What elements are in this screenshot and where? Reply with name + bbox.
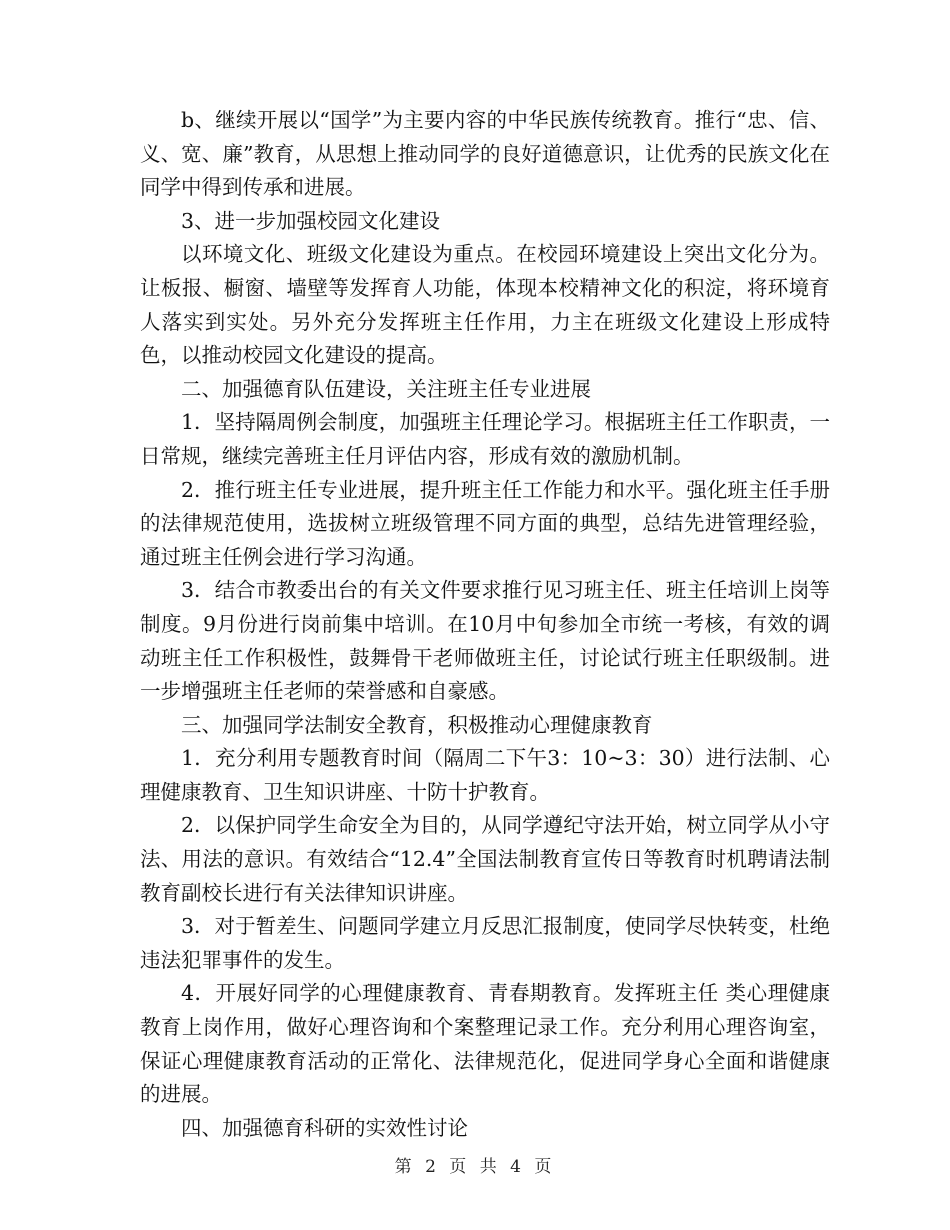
paragraph-three-item-2: 2．以保护同学生命安全为目的，从同学遵纪守法开始，树立同学从小守法、用法的意识。有效结合“12.4”全国法制教育宣传日等教育时机聘请法制教育副校长进行有关法律知识讲座。 xyxy=(140,813,830,905)
paragraph-two-item-2: 2．推行班主任专业进展，提升班主任工作能力和水平。强化班主任手册的法律规范使用，选拔树立班级管理不同方面的典型，总结先进管理经验，通过班主任例会进行学习沟通。 xyxy=(140,477,830,569)
paragraph-three-item-1: 1．充分利用专题教育时间（隔周二下午3：10~3：30）进行法制、心理健康教育、卫生知识讲座、十防十护教育。 xyxy=(140,746,830,804)
paragraph-traditional-education: b、继续开展以“国学”为主要内容的中华民族传统教育。推行“忠、信、义、宽、廉”教育，从思想上推动同学的良好道德意识，让优秀的民族文化在同学中得到传承和进展。 xyxy=(140,108,830,200)
paragraph-two-item-3: 3．结合市教委出台的有关文件要求推行见习班主任、班主任培训上岗等制度。9月份进行岗前集中培训。在10月中旬参加全市统一考核，有效的调动班主任工作积极性，鼓舞骨干老师做班主任，讨论试行班主任职级制。进一步增强班主任老师的荣誉感和自豪感。 xyxy=(140,578,830,704)
heading-section-two: 二、加强德育队伍建设，关注班主任专业进展 xyxy=(181,376,591,401)
heading-section-three: 三、加强同学法制安全教育，积极推动心理健康教育 xyxy=(181,712,653,737)
paragraph-three-item-3: 3．对于暂差生、问题同学建立月反思汇报制度，使同学尽快转变，杜绝违法犯罪事件的发生。 xyxy=(140,914,830,972)
page-number-footer: 第 2 页 共 4 页 xyxy=(394,1157,556,1177)
heading-section-four: 四、加强德育科研的实效性讨论 xyxy=(181,1115,468,1140)
paragraph-campus-culture: 以环境文化、班级文化建设为重点。在校园环境建设上突出文化分为。让板报、橱窗、墙壁等发挥育人功能，体现本校精神文化的积淀，将环境育人落实到实处。另外充分发挥班主任作用，力主在班级文化建设上形成特色，以推动校园文化建设的提高。 xyxy=(140,242,830,368)
paragraph-two-item-1: 1．坚持隔周例会制度，加强班主任理论学习。根据班主任工作职责，一日常规，继续完善班主任月评估内容，形成有效的激励机制。 xyxy=(140,410,830,468)
paragraph-three-item-4: 4．开展好同学的心理健康教育、青春期教育。发挥班主任 类心理健康教育上岗作用，做好心理咨询和个案整理记录工作。充分利用心理咨询室，保证心理健康教育活动的正常化、法律规范化，促进同学身心全面和谐健康的进展。 xyxy=(140,981,830,1107)
heading-campus-culture: 3、进一步加强校园文化建设 xyxy=(181,208,441,233)
document-body xyxy=(140,104,830,1145)
